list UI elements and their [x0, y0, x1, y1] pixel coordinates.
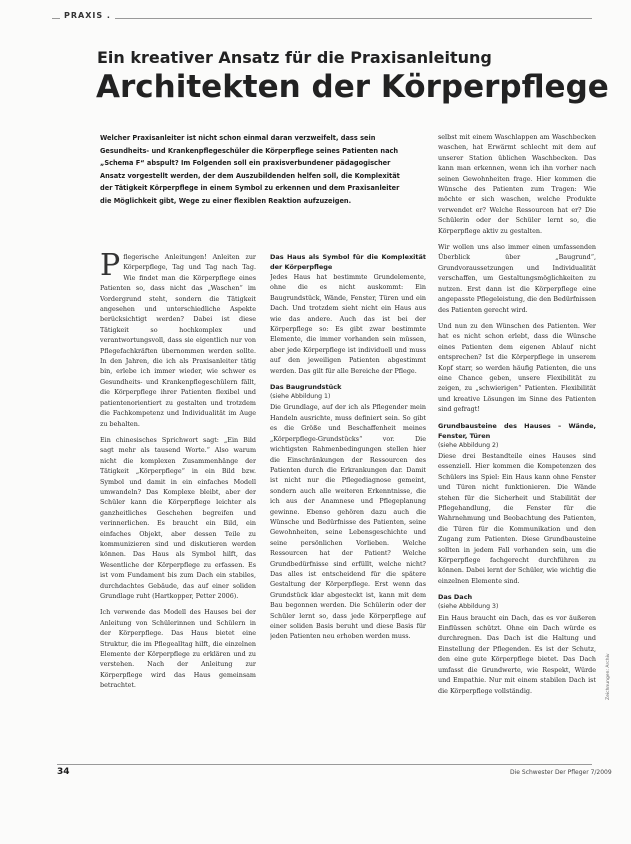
section-rubric: PRAXIS .: [60, 11, 115, 20]
subheading: Das Dach: [438, 593, 473, 602]
paragraph: Ich verwende das Modell des Hauses bei der Anleitung von Schülerinnen und Schülern in der Körperpflege. Das Haus bietet eine Struktur, die im Pflegealltag hilft, die einzelnen Elemente der Körperpflege zu erklären und zu verstehen. Nach der Anleitung zur Körperpflege wird das Haus gemeinsam betrachtet.: [100, 608, 256, 690]
text-column-2: [270, 252, 426, 762]
article-headline: Architekten der Körperpflege: [96, 69, 609, 105]
page-number: 34: [57, 767, 70, 777]
figure-reference: (siehe Abbildung 1): [270, 393, 331, 401]
paragraph: Jedes Haus hat bestimmte Grundelemente, ohne die es nicht auskommt: Ein Baugrundstück, Wände, Fenster, Türen und ein Dach. Und trotzdem sieht nicht ein Haus aus wie das andere. Auch das ist bei der Körperpflege so: Es gibt zwar bestimmte Elemente, die immer vorhanden sein müssen, aber jede Körperpflege ist individuell und muss auf den jeweiligen Patienten abgestimmt werden. Das gilt für alle Bereiche der Pflege.: [270, 273, 426, 375]
paragraph: selbst mit einem Waschlappen am Waschbecken waschen, hat Erwärmt schlecht mit dem auf unserer Station üblichen Waschbecken. Das kann man erkennen, wenn ich ihn vorher nach seinen Gewohnheiten frage. Hier kommen die Wünsche des Patienten zum Tragen: Wie möchte er sich waschen, welche Produkte verwendet er? Welche Ressourcen hat er? Die Schülerin oder der Schüler lernt so, die Körperpflege aktiv zu gestalten.: [438, 133, 596, 235]
text-column-1: [100, 252, 256, 758]
paragraph: Und nun zu den Wünschen des Patienten. Wer hat es nicht schon erlebt, dass die Wünsche eines Patienten dem eigenen Ablauf nicht entsprechen? Ist die Körperpflege in unserem Kopf starr, so werden häufig Patienten, die uns eine Chance geben, unsere Flexibilität zu zeigen, zu „schwierigen“ Patienten. Flexibilität und kreative Lösungen im Sinne des Patienten sind gefragt!: [438, 321, 596, 414]
drop-cap: P: [100, 252, 121, 283]
opening-paragraph: [100, 252, 256, 429]
paragraph: Ein Haus braucht ein Dach, das es vor äußeren Einflüssen schützt. Ohne ein Dach würde es durchregnen. Das Dach ist die Haltung und Einstellung der Pflegenden. Es ist der Schutz, den eine gute Körperpflege bietet. Das Dach umfasst die Grundwerte, wie Respekt, Würde und Empathie. Nur mit einem stabilen Dach ist die Körperpflege vollständig.: [438, 613, 596, 695]
article-kicker: Ein kreativer Ansatz für die Praxisanleitung: [97, 48, 492, 67]
figure-reference: (siehe Abbildung 3): [438, 603, 499, 611]
subheading: Grundbausteine des Hauses – Wände, Fenster, Türen: [438, 421, 596, 440]
subheading: Das Baugrundstück: [270, 383, 342, 392]
paragraph: Die Grundlage, auf der ich als Pflegender mein Handeln ausrichte, muss definiert sein. So gibt es die Größe und Beschaffenheit meines „Körperpflege-Grundstücks“ vor. Die wichtigsten Rahmenbedingungen stellen hier die Einschränkungen der Ressourcen des Patienten durch die Erkrankungen dar. Damit ist nicht nur die Pflegediagnose gemeint, sondern auch alle weiteren Erkenntnisse, die ich aus der Anamnese und Pflegeplanung gewinne. Ebenso gehören dazu auch die Wünsche und Bedürfnisse des Patienten, seine Gewohnheiten, seine Lebensgeschichte und seine persönlichen Vorlieben. Welche Ressourcen hat der Patient? Welche Grundbedürfnisse sind erfüllt, welche nicht? Das alles ist entscheidend für die spätere Gestaltung der Körperpflege. Erst wenn das Grundstück klar abgesteckt ist, kann mit dem Bau begonnen werden. Die Schülerin oder der Schüler lernt so, dass jede Körperpflege auf einer soliden Basis beruht und diese Basis für jeden Patienten neu erhoben werden muss.: [270, 403, 426, 641]
footer-rule: [57, 764, 592, 765]
paragraph-text: flegerische Anleitungen! Anleiten zur Körperpflege, Tag und Tag nach Tag. Wie findet man die Körperpflege eines Patienten so, dass nicht das „Waschen“ im Vordergrund steht, sondern die Tätigkeit angesehen und unterschiedliche Aspekte berücksichtigt werden? Dabei ist diese Tätigkeit so hochkomplex und verantwortungsvoll, dass sie eigentlich nur von Pflegefachkräften übernommen werden sollte. In den Jahren, die ich als Praxisanleiter tätig bin, erlebe ich immer wieder, wie schwer es Gesundheits- und Krankenpflegeschülern fällt, die Körperpflege ihrer Patienten flexibel und patientenorientiert zu gestalten und trotzdem die Fachkompetenz und Individualität im Auge zu behalten.: [100, 253, 256, 428]
paragraph: Wir wollen uns also immer einen umfassenden Überblick über „Baugrund“, Grundvoraussetzungen und Individualität verschaffen, um Gestaltungsmöglichkeiten zu nutzen. Erst dann ist die Körperpflege eine angepasste Pflegeleistung, die den Bedürfnissen des Patienten gerecht wird.: [438, 243, 596, 314]
paragraph: Diese drei Bestandteile eines Hauses sind essenziell. Hier kommen die Kompetenzen des Schülers ins Spiel: Ein Haus kann ohne Fenster und Türen nicht funktionieren. Die Wände stehen für die Sicherheit und Stabilität der Pflegehandlung, die Fenster für die Wahrnehmung und Beobachtung des Patienten, die Türen für die Kommunikation und den Zugang zum Patienten. Diese Grundbausteine sollten in jedem Fall vorhanden sein, um die Körperpflege fachgerecht durchführen zu können. Dabei lernt der Schüler, wie wichtig die einzelnen Elemente sind.: [438, 451, 596, 585]
article-lead: Welcher Praxisanleiter ist nicht schon einmal daran verzweifelt, dass sein Gesundheits- und Krankenpflegeschüler die Körperpflege seines Patienten nach „Schema F“ abspult? Im Folgenden soll ein praxisverbundener pädagogischer Ansatz vorgestellt werden, der dem Auszubildenden helfen soll, die Komplexität der Tätigkeit Körperpflege in einem Symbol zu erkennen und dem Praxisanleiter die Möglichkeit gibt, Wege zu einer flexiblen Reaktion aufzuzeigen.: [100, 134, 400, 205]
publication-source: Die Schwester Der Pfleger 7/2009: [510, 769, 612, 776]
header-rule: [52, 18, 592, 19]
figure-reference: (siehe Abbildung 2): [438, 441, 499, 449]
subheading: Das Haus als Symbol für die Komplexität der Körperpflege: [270, 253, 426, 271]
image-credit: Zeichnungen: Archiv: [606, 653, 611, 700]
text-column-3: [438, 132, 596, 762]
paragraph: Ein chinesisches Sprichwort sagt: „Ein Bild sagt mehr als tausend Worte.“ Also warum nicht die komplexen Zusammenhänge der Tätigkeit „Körperpflege“ in ein Bild bzw. Symbol und damit in ein einfaches Modell umwandeln? Das Komplexe bleibt, aber der Schüler kann die Körperpflege leichter als ganzheitliches Geschehen begreifen und verinnerlichen. Es braucht ein Bild, ein einfaches Objekt, aber dessen Teile zu kommunizieren sind und diskutieren werden können. Das Haus als Symbol hilft, das Wesentliche der Körperpflege zu erfassen. Es ist vom Fundament bis zum Dach ein stabiles, durchdachtes Gebäude, das auf einer soliden Grundlage ruht (Hartkopper, Petter 2006).: [100, 435, 256, 600]
